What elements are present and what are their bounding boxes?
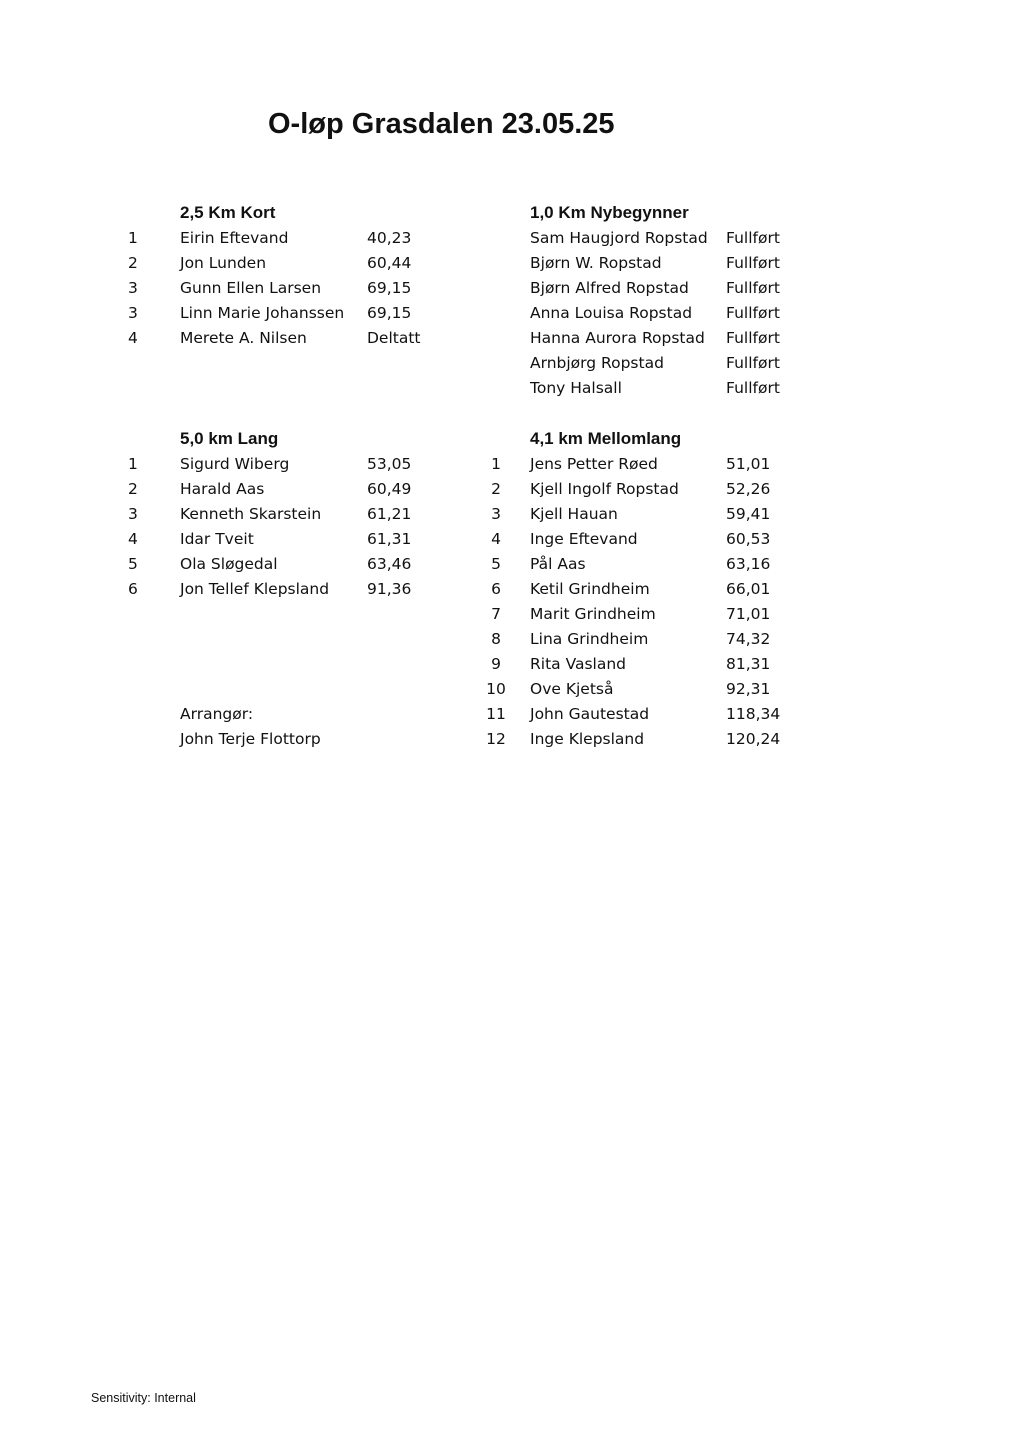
runner-name: Idar Tveit [180,530,254,548]
result-time: 74,32 [726,630,771,648]
runner-name: Hanna Aurora Ropstad [530,329,705,347]
place-number: 5 [491,555,501,573]
place-number: 5 [128,555,138,573]
result-row [0,730,1024,755]
place-number: 10 [486,680,506,698]
result-row [0,655,1024,680]
result-row [0,555,1024,580]
runner-name: Jon Lunden [180,254,267,272]
place-number: 7 [491,605,501,623]
organizer-label: Arrangør: [180,705,254,723]
result-row [0,379,1024,404]
result-time: Fullført [726,329,780,347]
place-number: 3 [491,505,501,523]
result-row [0,605,1024,630]
runner-name: Rita Vasland [530,655,627,673]
result-time: Fullført [726,304,780,322]
runner-name: Jon Tellef Klepsland [180,580,330,598]
runner-name: Anna Louisa Ropstad [530,304,693,322]
place-number: 6 [491,580,501,598]
result-time: 118,34 [726,705,781,723]
place-number: 2 [491,480,501,498]
result-time: Fullført [726,379,780,397]
result-time: Fullført [726,354,780,372]
result-time: 60,49 [367,480,412,498]
result-time: 120,24 [726,730,781,748]
place-number: 8 [491,630,501,648]
place-number: 4 [128,530,138,548]
place-number: 2 [128,254,138,272]
result-row [0,680,1024,705]
result-time: 91,36 [367,580,412,598]
runner-name: Gunn Ellen Larsen [180,279,322,297]
place-number: 1 [128,455,138,473]
runner-name: Ketil Grindheim [530,580,650,598]
result-time: 69,15 [367,304,412,322]
runner-name: Inge Klepsland [530,730,645,748]
result-time: 66,01 [726,580,771,598]
runner-name: Harald Aas [180,480,265,498]
place-number: 9 [491,655,501,673]
section-heading-kort: 2,5 Km Kort [180,203,276,222]
result-row [0,505,1024,530]
runner-name: Kjell Ingolf Ropstad [530,480,679,498]
result-time: 51,01 [726,455,771,473]
runner-name: Marit Grindheim [530,605,656,623]
page-title: O-løp Grasdalen 23.05.25 [268,108,615,140]
result-time: 61,31 [367,530,412,548]
result-row [0,480,1024,505]
place-number: 3 [128,505,138,523]
result-time: 52,26 [726,480,771,498]
runner-name: Bjørn Alfred Ropstad [530,279,689,297]
runner-name: Merete A. Nilsen [180,329,307,347]
result-row [0,329,1024,354]
runner-name: Pål Aas [530,555,586,573]
result-time: 92,31 [726,680,771,698]
runner-name: Bjørn W. Ropstad [530,254,662,272]
place-number: 3 [128,304,138,322]
runner-name: Tony Halsall [530,379,622,397]
result-time: 63,16 [726,555,771,573]
runner-name: John Gautestad [530,705,650,723]
result-time: 69,15 [367,279,412,297]
place-number: 6 [128,580,138,598]
runner-name: Linn Marie Johanssen [180,304,345,322]
place-number: 4 [128,329,138,347]
runner-name: Ola Sløgedal [180,555,278,573]
place-number: 4 [491,530,501,548]
runner-name: Kenneth Skarstein [180,505,322,523]
place-number: 3 [128,279,138,297]
result-time: 71,01 [726,605,771,623]
runner-name: Lina Grindheim [530,630,649,648]
place-number: 12 [486,730,506,748]
section-heading-mellomlang: 4,1 km Mellomlang [530,429,682,448]
result-time: Fullført [726,229,780,247]
place-number: 2 [128,480,138,498]
section-heading-lang: 5,0 km Lang [180,429,279,448]
result-row [0,705,1024,730]
result-row [0,580,1024,605]
runner-name: Arnbjørg Ropstad [530,354,664,372]
runner-name: Jens Petter Røed [530,455,658,473]
result-row [0,304,1024,329]
result-time: Fullført [726,279,780,297]
result-time: 63,46 [367,555,412,573]
result-row [0,630,1024,655]
result-row [0,254,1024,279]
runner-name: Inge Eftevand [530,530,638,548]
runner-name: Eirin Eftevand [180,229,289,247]
runner-name: Sigurd Wiberg [180,455,290,473]
runner-name: Sam Haugjord Ropstad [530,229,708,247]
section-heading-nybegynner: 1,0 Km Nybegynner [530,203,689,222]
result-time: 40,23 [367,229,412,247]
place-number: 11 [486,705,506,723]
organizer-name: John Terje Flottorp [180,730,321,748]
result-time: 53,05 [367,455,412,473]
result-time: Deltatt [367,329,421,347]
result-row [0,530,1024,555]
result-time: 61,21 [367,505,412,523]
result-row [0,455,1024,480]
result-time: 60,53 [726,530,771,548]
result-time: Fullført [726,254,780,272]
result-row [0,229,1024,254]
result-time: 59,41 [726,505,771,523]
runner-name: Ove Kjetså [530,680,614,698]
runner-name: Kjell Hauan [530,505,618,523]
place-number: 1 [128,229,138,247]
result-row [0,279,1024,304]
result-row [0,354,1024,379]
result-time: 81,31 [726,655,771,673]
sensitivity-footer: Sensitivity: Internal [91,1391,196,1405]
place-number: 1 [491,455,501,473]
result-time: 60,44 [367,254,412,272]
